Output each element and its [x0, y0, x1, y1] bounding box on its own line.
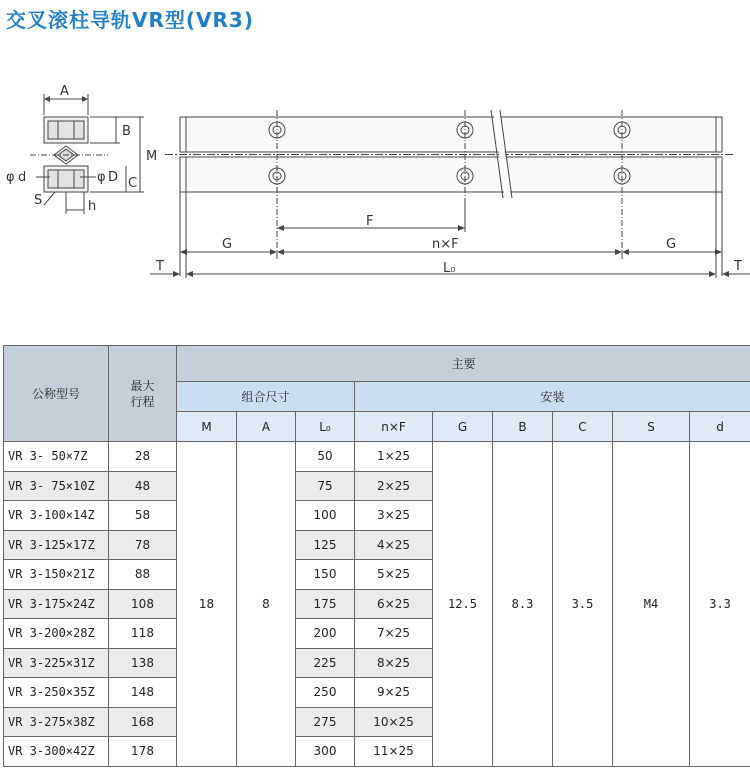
- subheader-8: d: [690, 412, 750, 442]
- label-T-right: T: [734, 259, 742, 274]
- label-A: A: [60, 84, 69, 99]
- label-D: D: [108, 170, 119, 185]
- cell-L0: 275: [296, 707, 355, 737]
- label-G-left: G: [222, 237, 233, 252]
- label-T-left: T: [156, 259, 164, 274]
- cell-nF: 5×25: [355, 560, 433, 590]
- cell-stroke: 58: [109, 501, 177, 531]
- cell-stroke: 168: [109, 707, 177, 737]
- page-title: 交叉滚柱导轨VR型(VR3): [6, 8, 254, 32]
- label-F: F: [366, 214, 374, 229]
- cell-L0: 175: [296, 589, 355, 619]
- cell-model: VR 3-275×38Z: [4, 707, 109, 737]
- cell-stroke: 178: [109, 737, 177, 767]
- label-phi-D-symbol: φ: [97, 170, 106, 185]
- cell-nF: 7×25: [355, 619, 433, 649]
- cell-G: 12.5: [433, 442, 493, 767]
- label-L0: L₀: [443, 261, 456, 276]
- cell-L0: 150: [296, 560, 355, 590]
- cell-B: 8.3: [493, 442, 553, 767]
- cell-d: 3.3: [690, 442, 750, 767]
- cell-L0: 225: [296, 648, 355, 678]
- cell-nF: 3×25: [355, 501, 433, 531]
- cell-stroke: 138: [109, 648, 177, 678]
- cell-model: VR 3-225×31Z: [4, 648, 109, 678]
- subheader-0: M: [177, 412, 237, 442]
- header-max-stroke: 最大 行程: [109, 346, 177, 442]
- cell-stroke: 118: [109, 619, 177, 649]
- cell-stroke: 48: [109, 471, 177, 501]
- spec-table: [3, 345, 750, 767]
- cell-L0: 50: [296, 442, 355, 472]
- cell-model: VR 3-175×24Z: [4, 589, 109, 619]
- cell-S: M4: [613, 442, 690, 767]
- rail-drawing: [0, 0, 750, 290]
- label-d: d: [18, 170, 27, 185]
- label-C: C: [128, 176, 138, 191]
- label-nxF: n×F: [432, 237, 459, 252]
- cell-model: VR 3-150×21Z: [4, 560, 109, 590]
- cell-model: VR 3-300×42Z: [4, 737, 109, 767]
- label-B: B: [122, 124, 131, 139]
- cell-L0: 250: [296, 678, 355, 708]
- label-h: h: [88, 199, 97, 214]
- cell-A: 8: [237, 442, 296, 767]
- cell-model: VR 3-200×28Z: [4, 619, 109, 649]
- cell-model: VR 3- 50×7Z: [4, 442, 109, 472]
- cell-stroke: 78: [109, 530, 177, 560]
- cell-nF: 10×25: [355, 707, 433, 737]
- subheader-1: A: [237, 412, 296, 442]
- label-S: S: [34, 193, 43, 208]
- subheader-6: C: [553, 412, 613, 442]
- subheader-3: n×F: [355, 412, 433, 442]
- cell-nF: 2×25: [355, 471, 433, 501]
- cell-model: VR 3-100×14Z: [4, 501, 109, 531]
- label-M: M: [146, 149, 158, 164]
- label-phi-d-symbol: φ: [6, 170, 15, 185]
- cell-L0: 125: [296, 530, 355, 560]
- cell-model: VR 3-125×17Z: [4, 530, 109, 560]
- cell-stroke: 108: [109, 589, 177, 619]
- cell-nF: 4×25: [355, 530, 433, 560]
- cell-model: VR 3- 75×10Z: [4, 471, 109, 501]
- cell-L0: 100: [296, 501, 355, 531]
- cell-stroke: 148: [109, 678, 177, 708]
- cell-nF: 1×25: [355, 442, 433, 472]
- cell-nF: 8×25: [355, 648, 433, 678]
- cell-nF: 9×25: [355, 678, 433, 708]
- cell-L0: 75: [296, 471, 355, 501]
- subheader-4: G: [433, 412, 493, 442]
- cell-L0: 300: [296, 737, 355, 767]
- cell-L0: 200: [296, 619, 355, 649]
- label-G-right: G: [666, 237, 677, 252]
- cell-nF: 6×25: [355, 589, 433, 619]
- cell-stroke: 28: [109, 442, 177, 472]
- header-install: 安装: [355, 382, 750, 412]
- cell-C: 3.5: [553, 442, 613, 767]
- cell-nF: 11×25: [355, 737, 433, 767]
- table-row: [4, 442, 750, 472]
- cell-M: 18: [177, 442, 237, 767]
- subheader-2: L₀: [296, 412, 355, 442]
- subheader-7: S: [613, 412, 690, 442]
- header-combo: 组合尺寸: [177, 382, 355, 412]
- header-main: 主要: [177, 346, 750, 382]
- header-model: 公称型号: [4, 346, 109, 442]
- cell-model: VR 3-250×35Z: [4, 678, 109, 708]
- cell-stroke: 88: [109, 560, 177, 590]
- subheader-5: B: [493, 412, 553, 442]
